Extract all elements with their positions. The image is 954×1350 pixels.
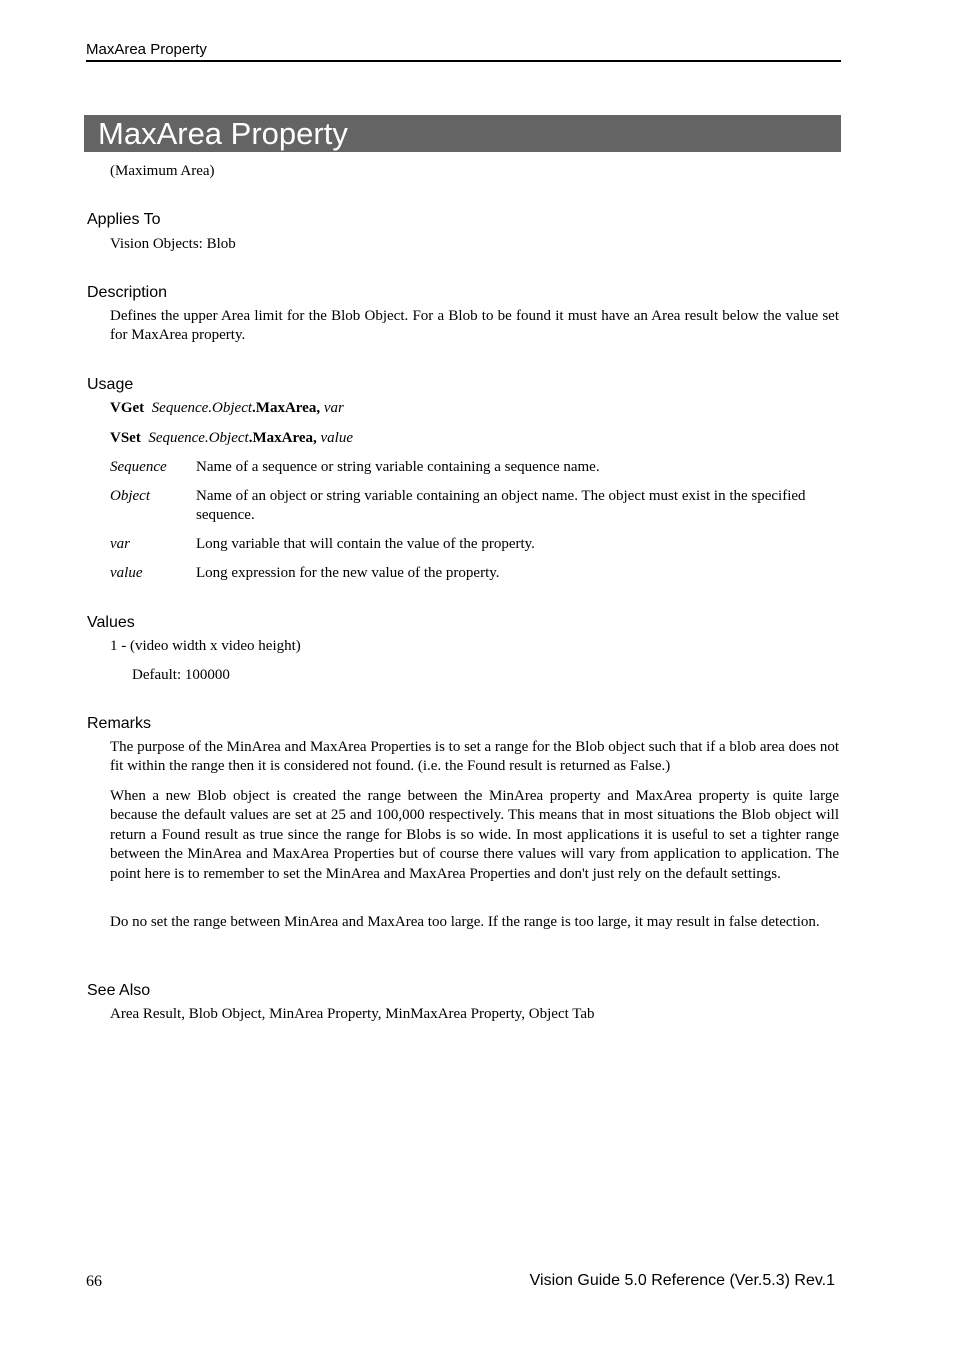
see-also-heading: See Also — [87, 982, 151, 999]
usage-vget-syntax — [110, 399, 344, 418]
param-term: var — [110, 536, 130, 552]
vset-property: .MaxArea, — [248, 430, 317, 446]
footer-doc-title: Vision Guide 5.0 Reference (Ver.5.3) Rev.1 — [529, 1272, 835, 1289]
param-desc: Long variable that will contain the value of the property. — [196, 536, 535, 552]
remarks-paragraph: Do no set the range between MinArea and MaxArea too large. If the range is too large, it may result in false detection. — [110, 914, 820, 930]
page-subtitle: (Maximum Area) — [110, 163, 215, 179]
running-header: MaxArea Property — [86, 41, 841, 62]
applies-to-text: Vision Objects: Blob — [110, 236, 236, 252]
values-default: Default: 100000 — [132, 667, 230, 683]
values-heading: Values — [87, 614, 135, 631]
vset-arg: value — [320, 430, 353, 446]
title-bar — [84, 115, 841, 152]
vget-command: VGet — [110, 400, 145, 416]
param-term: Sequence — [110, 459, 167, 475]
remarks-heading: Remarks — [87, 715, 152, 732]
param-term: value — [110, 565, 143, 581]
vset-command: VSet — [110, 430, 141, 446]
page-title: MaxArea Property — [98, 116, 348, 151]
vget-seqobj: Sequence.Object — [151, 400, 253, 416]
remarks-paragraph: When a new Blob object is created the range between the MinArea property and MaxArea property is quite large because the default values are set at 25 and 100,000 respectively. This means that in most situations the Blob object will return a Found result as true since the range for Blobs is so wide. In most applications it is useful to set a tighter range between the MinArea and MaxArea Properties but of course there values will vary from application to application. The point here is to remember to set the MinArea and MaxArea Properties and don't just rely on the default settings. — [110, 788, 839, 882]
description-heading: Description — [87, 284, 168, 301]
see-also-text: Area Result, Blob Object, MinArea Property, MinMaxArea Property, Object Tab — [110, 1006, 595, 1022]
vget-arg: var — [323, 400, 344, 416]
values-range: 1 - (video width x video height) — [110, 638, 301, 654]
param-desc: Name of a sequence or string variable containing a sequence name. — [196, 459, 600, 475]
param-desc: Long expression for the new value of the property. — [196, 565, 500, 581]
vget-property: .MaxArea, — [252, 400, 321, 416]
param-desc: Name of an object or string variable containing an object name. The object must exist in the specified sequence. — [196, 488, 806, 524]
usage-vset-syntax — [110, 429, 353, 448]
page-number: 66 — [86, 1273, 102, 1290]
applies-to-heading: Applies To — [87, 211, 161, 228]
description-text: Defines the upper Area limit for the Blob Object. For a Blob to be found it must have an Area result below the value set for MaxArea property. — [110, 308, 839, 344]
usage-heading: Usage — [87, 376, 134, 393]
vset-seqobj: Sequence.Object — [148, 430, 249, 446]
param-term: Object — [110, 488, 150, 504]
remarks-paragraph: The purpose of the MinArea and MaxArea Properties is to set a range for the Blob object such that if a blob area does not fit within the range then it is considered not found. (i.e. the Found result is returned as False.) — [110, 739, 839, 775]
